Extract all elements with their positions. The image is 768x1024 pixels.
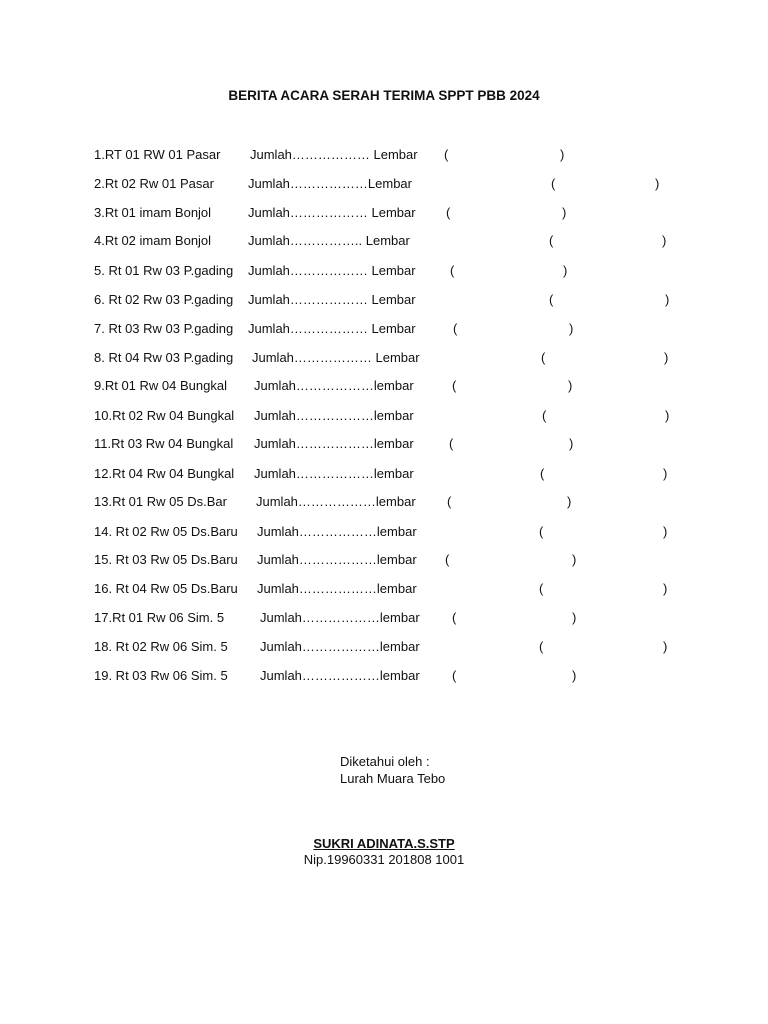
row-quantity: Jumlah………………lembar <box>260 639 420 654</box>
row-signature-open: ( <box>539 524 544 539</box>
row-name: 14. Rt 02 Rw 05 Ds.Baru <box>94 524 238 539</box>
row-quantity: Jumlah……………… Lembar <box>248 292 416 307</box>
row-quantity: Jumlah……………… Lembar <box>248 205 416 220</box>
official-position: Lurah Muara Tebo <box>340 771 446 786</box>
row-signature-close: ) <box>569 436 574 451</box>
row-name: 3.Rt 01 imam Bonjol <box>94 205 212 220</box>
row-signature-close: ) <box>572 552 577 567</box>
list-item <box>0 436 768 454</box>
row-quantity: Jumlah………………lembar <box>254 378 414 393</box>
row-signature-open: ( <box>539 639 544 654</box>
list-item <box>0 292 768 310</box>
row-quantity: Jumlah………………lembar <box>257 552 417 567</box>
row-signature-close: ) <box>663 639 668 654</box>
row-quantity: Jumlah………………lembar <box>260 610 420 625</box>
row-signature-open: ( <box>452 610 457 625</box>
row-quantity: Jumlah………………lembar <box>257 524 417 539</box>
row-signature-close: ) <box>568 378 573 393</box>
known-by-label: Diketahui oleh : <box>340 754 430 769</box>
row-quantity: Jumlah……………… Lembar <box>250 147 418 162</box>
row-signature-open: ( <box>453 321 458 336</box>
row-name: 16. Rt 04 Rw 05 Ds.Baru <box>94 581 238 596</box>
row-signature-open: ( <box>549 292 554 307</box>
row-quantity: Jumlah………………lembar <box>257 581 417 596</box>
row-signature-close: ) <box>665 292 670 307</box>
row-quantity: Jumlah……………… Lembar <box>252 350 420 365</box>
row-name: 2.Rt 02 Rw 01 Pasar <box>94 176 214 191</box>
document-title: BERITA ACARA SERAH TERIMA SPPT PBB 2024 <box>228 88 540 103</box>
row-signature-open: ( <box>449 436 454 451</box>
row-signature-open: ( <box>446 205 451 220</box>
list-item <box>0 639 768 657</box>
list-item <box>0 581 768 599</box>
row-name: 9.Rt 01 Rw 04 Bungkal <box>94 378 227 393</box>
row-name: 19. Rt 03 Rw 06 Sim. 5 <box>94 668 228 683</box>
list-item <box>0 494 768 512</box>
row-quantity: Jumlah………………lembar <box>256 494 416 509</box>
row-name: 17.Rt 01 Rw 06 Sim. 5 <box>94 610 225 625</box>
row-signature-open: ( <box>541 350 546 365</box>
row-quantity: Jumlah………………lembar <box>254 408 414 423</box>
row-name: 6. Rt 02 Rw 03 P.gading <box>94 292 234 307</box>
row-quantity: Jumlah………………Lembar <box>248 176 412 191</box>
list-item <box>0 205 768 223</box>
row-name: 4.Rt 02 imam Bonjol <box>94 233 212 248</box>
signatory-name: SUKRI ADINATA.S.STP <box>313 836 455 851</box>
row-name: 15. Rt 03 Rw 05 Ds.Baru <box>94 552 238 567</box>
row-signature-close: ) <box>567 494 572 509</box>
row-quantity: Jumlah………………lembar <box>254 436 414 451</box>
row-signature-open: ( <box>447 494 452 509</box>
row-name: 5. Rt 01 Rw 03 P.gading <box>94 263 234 278</box>
row-signature-close: ) <box>563 263 568 278</box>
list-item <box>0 466 768 484</box>
list-item <box>0 668 768 686</box>
list-item <box>0 408 768 426</box>
list-item <box>0 176 768 194</box>
row-quantity: Jumlah………………lembar <box>260 668 420 683</box>
row-name: 18. Rt 02 Rw 06 Sim. 5 <box>94 639 228 654</box>
list-item <box>0 147 768 165</box>
list-item <box>0 378 768 396</box>
row-signature-open: ( <box>445 552 450 567</box>
list-item <box>0 524 768 542</box>
row-name: 8. Rt 04 Rw 03 P.gading <box>94 350 234 365</box>
row-signature-close: ) <box>663 524 668 539</box>
row-name: 10.Rt 02 Rw 04 Bungkal <box>94 408 235 423</box>
signatory-nip: Nip.19960331 201808 1001 <box>303 852 465 867</box>
row-name: 7. Rt 03 Rw 03 P.gading <box>94 321 234 336</box>
row-signature-close: ) <box>663 466 668 481</box>
row-name: 1.RT 01 RW 01 Pasar <box>94 147 221 162</box>
row-signature-open: ( <box>539 581 544 596</box>
row-signature-open: ( <box>551 176 556 191</box>
row-name: 13.Rt 01 Rw 05 Ds.Bar <box>94 494 227 509</box>
row-name: 11.Rt 03 Rw 04 Bungkal <box>94 436 234 451</box>
row-signature-close: ) <box>662 233 667 248</box>
row-quantity: Jumlah………………lembar <box>254 466 414 481</box>
row-signature-close: ) <box>562 205 567 220</box>
row-signature-open: ( <box>542 408 547 423</box>
row-signature-close: ) <box>665 408 670 423</box>
list-item <box>0 233 768 251</box>
row-signature-close: ) <box>664 350 669 365</box>
row-signature-close: ) <box>663 581 668 596</box>
row-signature-close: ) <box>569 321 574 336</box>
list-item <box>0 321 768 339</box>
list-item <box>0 552 768 570</box>
row-signature-close: ) <box>560 147 565 162</box>
row-signature-open: ( <box>450 263 455 278</box>
row-quantity: Jumlah……………… Lembar <box>248 263 416 278</box>
row-signature-open: ( <box>549 233 554 248</box>
row-signature-close: ) <box>572 668 577 683</box>
row-signature-open: ( <box>540 466 545 481</box>
row-signature-open: ( <box>444 147 449 162</box>
row-quantity: Jumlah…………….. Lembar <box>248 233 410 248</box>
list-item <box>0 263 768 281</box>
list-item <box>0 610 768 628</box>
row-signature-open: ( <box>452 668 457 683</box>
row-signature-close: ) <box>655 176 660 191</box>
list-item <box>0 350 768 368</box>
row-quantity: Jumlah……………… Lembar <box>248 321 416 336</box>
row-name: 12.Rt 04 Rw 04 Bungkal <box>94 466 235 481</box>
row-signature-open: ( <box>452 378 457 393</box>
row-signature-close: ) <box>572 610 577 625</box>
